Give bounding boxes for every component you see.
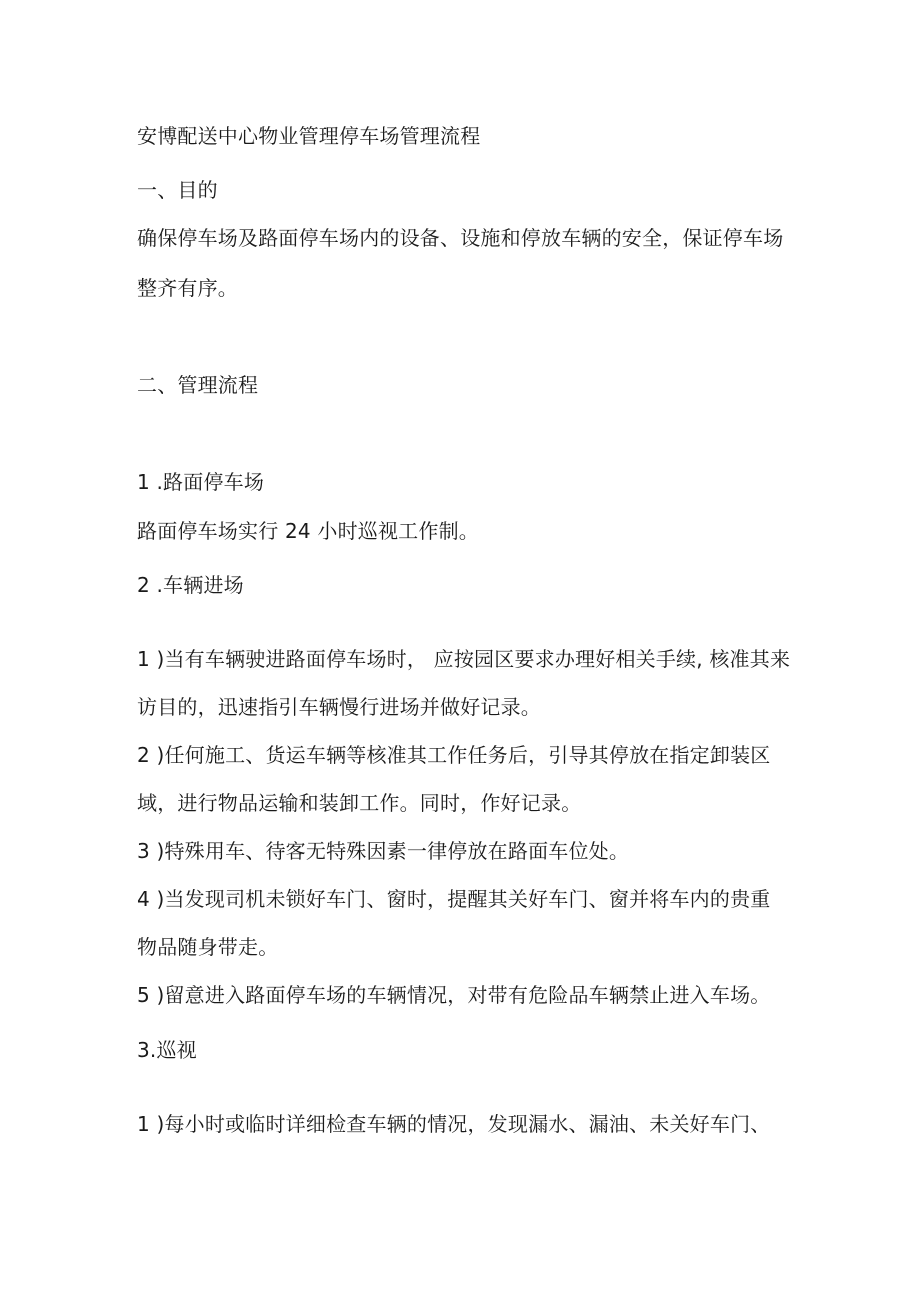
list-item-line: 4 )当发现司机未锁好车门、窗时，提醒其关好车门、窗并将车内的贵重 bbox=[137, 887, 771, 911]
section-heading-process: 二、管理流程 bbox=[137, 373, 259, 397]
list-item-line: 1 )每小时或临时详细检查车辆的情况，发现漏水、漏油、未关好车门、 bbox=[137, 1112, 771, 1136]
list-item-line: 访目的，迅速指引车辆慢行进场并做好记录。 bbox=[137, 695, 541, 719]
paragraph-line: 确保停车场及路面停车场内的设备、设施和停放车辆的安全，保证停车场 bbox=[137, 226, 784, 250]
document-title: 安博配送中心物业管理停车场管理流程 bbox=[137, 124, 481, 148]
paragraph-line: 整齐有序。 bbox=[137, 276, 238, 300]
item-heading-vehicle-entry: 2 .车辆进场 bbox=[137, 573, 244, 597]
list-item-line: 物品随身带走。 bbox=[137, 935, 279, 959]
paragraph-line: 路面停车场实行 24 小时巡视工作制。 bbox=[137, 519, 479, 543]
list-item-line: 1 )当有车辆驶进路面停车场时， 应按园区要求办理好相关手续, 核准其来 bbox=[137, 647, 791, 671]
list-item-line: 3 )特殊用车、待客无特殊因素一律停放在路面车位处。 bbox=[137, 839, 630, 863]
item-heading-road-parking: 1 .路面停车场 bbox=[137, 470, 265, 494]
list-item-line: 2 )任何施工、货运车辆等核准其工作任务后，引导其停放在指定卸装区 bbox=[137, 743, 771, 767]
list-item-line: 5 )留意进入路面停车场的车辆情况，对带有危险品车辆禁止进入车场。 bbox=[137, 983, 771, 1007]
item-heading-patrol: 3.巡视 bbox=[137, 1038, 197, 1062]
list-item-line: 域，进行物品运输和装卸工作。同时，作好记录。 bbox=[137, 791, 582, 815]
section-heading-purpose: 一、目的 bbox=[137, 178, 218, 202]
